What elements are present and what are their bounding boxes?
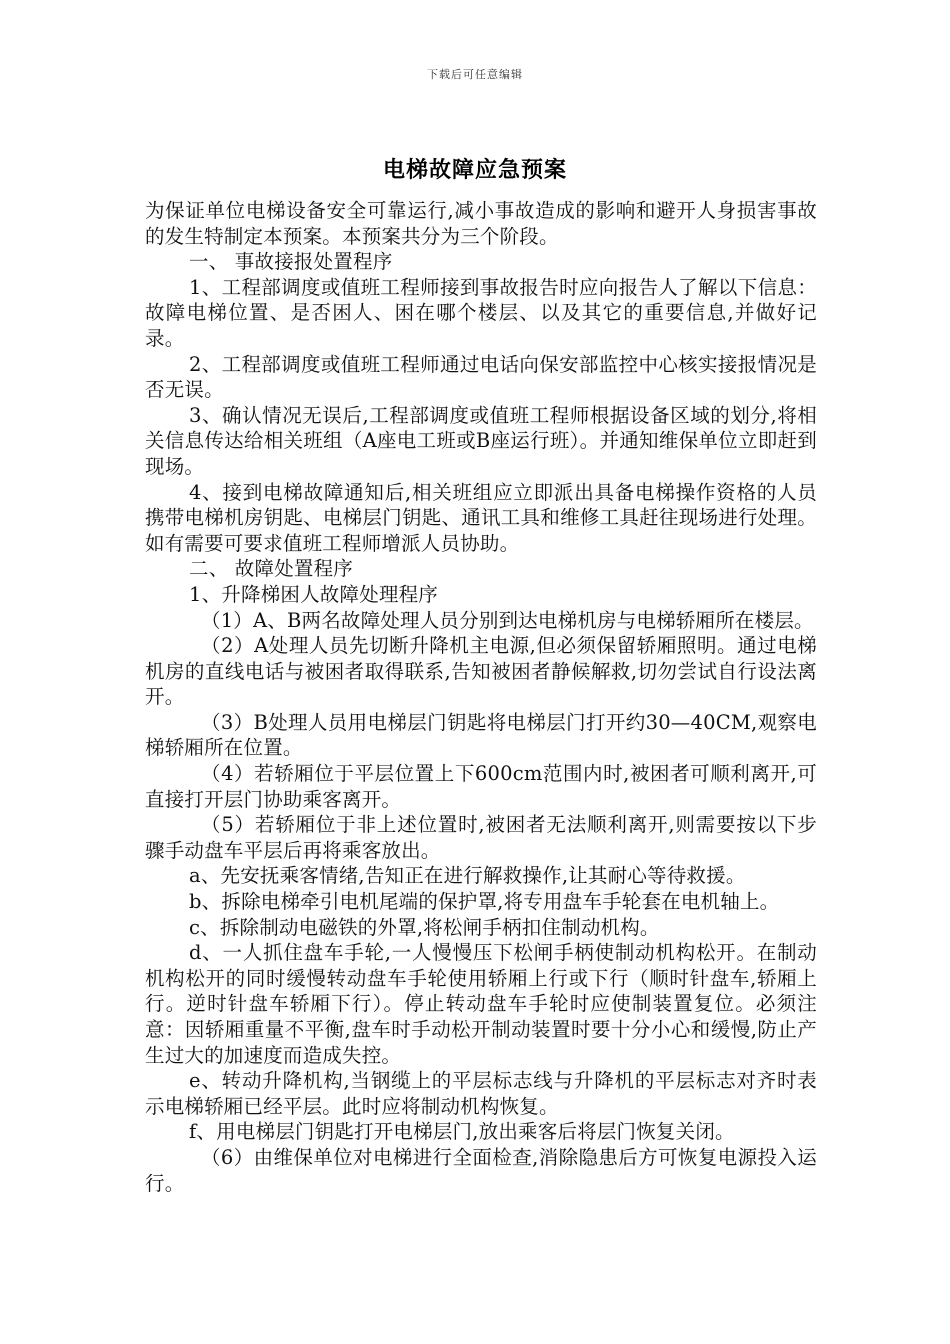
- paragraph: 3、确认情况无误后,工程部调度或值班工程师根据设备区域的划分,将相关信息传达给相关班组（A座电工班或B座运行班）。并通知维保单位立即赶到现场。: [145, 403, 817, 478]
- sub-step-paragraph: b、拆除电梯牵引电机尾端的保护罩,将专用盘车手轮套在电机轴上。: [189, 890, 780, 914]
- step-paragraph: （2）A处理人员先切断升降机主电源,但必须保留轿厢照明。通过电梯机房的直线电话与被困者取得联系,告知被困者静候解救,切勿尝试自行设法离开。: [145, 634, 817, 709]
- intro-paragraph: 为保证单位电梯设备安全可靠运行,减小事故造成的影响和避开人身损害事故的发生特制定本预案。本预案共分为三个阶段。: [145, 199, 817, 248]
- paragraph: 4、接到电梯故障通知后,相关班组应立即派出具备电梯操作资格的人员携带电梯机房钥匙、电梯层门钥匙、通讯工具和维修工具赶往现场进行处理。如有需要可要求值班工程师增派人员协助。: [145, 480, 817, 555]
- sub-step-paragraph: a、先安抚乘客情绪,告知正在进行解救操作,让其耐心等待救援。: [189, 864, 746, 888]
- subsection-heading: 1、升降梯困人故障处理程序: [189, 582, 439, 606]
- sub-step-paragraph: f、用电梯层门钥匙打开电梯层门,放出乘客后将层门恢复关闭。: [189, 1120, 735, 1144]
- header-note: 下载后可任意编辑: [427, 68, 523, 81]
- sub-step-paragraph: c、拆除制动电磁铁的外罩,将松闸手柄扣住制动机构。: [189, 915, 660, 939]
- step-paragraph: （6）由维保单位对电梯进行全面检查,消除隐患后方可恢复电源投入运行。: [145, 1145, 817, 1195]
- step-paragraph: （1）A、B两名故障处理人员分别到达电梯机房与电梯轿厢所在楼层。: [201, 608, 814, 632]
- paragraph: 2、工程部调度或值班工程师通过电话向保安部监控中心核实接报情况是否无误。: [145, 352, 817, 402]
- sub-step-paragraph: d、一人抓住盘车手轮,一人慢慢压下松闸手柄使制动机构松开。在制动机构松开的同时缓慢转动盘车手轮使用轿厢上行或下行（顺时针盘车,轿厢上行。逆时针盘车轿厢下行）。停止转动盘车手轮时应使制装置复位。必须注意：因轿厢重量不平衡,盘车时手动松开制动装置时要十分小心和缓慢,防止产生过大的加速度而造成失控。: [145, 941, 817, 1067]
- step-paragraph: （5）若轿厢位于非上述位置时,被困者无法顺利离开,则需要按以下步骤手动盘车平层后再将乘客放出。: [145, 813, 817, 862]
- section-heading-1: 一、 事故接报处置程序: [189, 250, 393, 274]
- sub-step-paragraph: e、转动升降机构,当钢缆上的平层标志线与升降机的平层标志对齐时表示电梯轿厢已经平层。此时应将制动机构恢复。: [145, 1069, 817, 1118]
- document-title: 电梯故障应急预案: [382, 157, 567, 183]
- step-paragraph: （3）B处理人员用电梯层门钥匙将电梯层门打开约30—40CM,观察电梯轿厢所在位置。: [145, 710, 817, 760]
- paragraph: 1、工程部调度或值班工程师接到事故报告时应向报告人了解以下信息：故障电梯位置、是否困人、困在哪个楼层、以及其它的重要信息,并做好记录。: [145, 275, 817, 350]
- section-heading-2: 二、 故障处置程序: [189, 557, 353, 581]
- step-paragraph: （4）若轿厢位于平层位置上下600cm范围内时,被困者可顺利离开,可直接打开层门协助乘客离开。: [145, 762, 817, 811]
- document-body: [145, 198, 817, 1196]
